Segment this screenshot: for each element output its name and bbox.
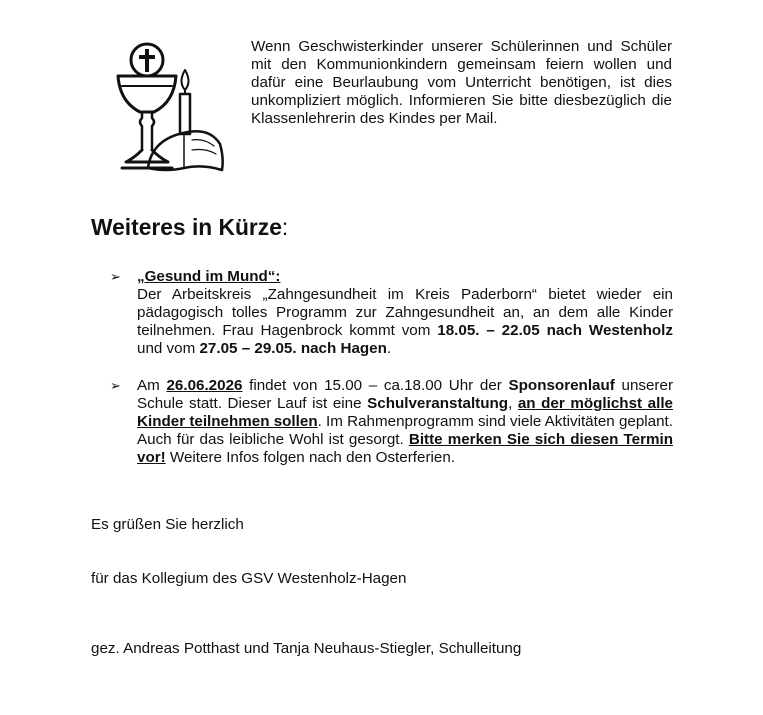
participation-note: an der möglichst alle Kinder teilnehmen sollen (137, 395, 673, 430)
date-range-hagen: 27.05 – 29.05. nach Hagen (199, 340, 387, 357)
closing-signature: gez. Andreas Potthast und Tanja Neuhaus-Stiegler, Schulleitung (91, 640, 522, 657)
section-heading-colon: : (281, 214, 289, 240)
bullet-text: Weitere Infos folgen nach den Osterferien. (165, 449, 455, 466)
bullet-text: und vom (137, 340, 200, 357)
save-the-date-note: Bitte merken Sie sich diesen Termin vor! (137, 431, 673, 466)
arrow-bullet-icon: ➢ (110, 378, 121, 393)
intro-paragraph: Wenn Geschwisterkinder unserer Schülerinnen und Schüler mit den Kommunionkindern gemeinsam feiern wollen und dafür eine Beurlaubung vom Unterricht benötigen, ist dies unkompliziert möglich. Informieren Sie bitte diesbezüglich die Klassenlehrerin des Kindes per Mail. (251, 38, 672, 127)
date-range-westenholz: 18.05. – 22.05 nach Westenholz (437, 322, 673, 339)
news-bullet-list (110, 268, 673, 486)
bullet-sponsorenlauf (110, 377, 673, 467)
section-heading (91, 214, 288, 241)
school-event-label: Schulveranstaltung (367, 395, 509, 412)
bullet-text: . Im Rahmenprogramm sind viele Aktivitäten geplant. Auch für das leibliche Wohl ist gesorgt. (137, 413, 673, 448)
bullet-text: . (386, 340, 392, 357)
bullet-title: „Gesund im Mund“: (137, 268, 281, 285)
bullet-text: findet von 15.00 – ca.18.00 Uhr der (242, 377, 509, 394)
bullet-text: Der Arbeitskreis „Zahngesundheit im Kreis Paderborn“ bietet wieder ein pädagogisch tolles Programm zur Zahngesundheit an, an dem alle Kinder teilnehmen. Frau Hagenbrock kommt vom (137, 286, 673, 339)
closing-on-behalf: für das Kollegium des GSV Westenholz-Hagen (91, 570, 407, 587)
bullet-text: , (508, 395, 518, 412)
section-heading-text: Weiteres in Kürze (91, 214, 282, 240)
event-name: Sponsorenlauf (508, 377, 615, 394)
arrow-bullet-icon: ➢ (110, 269, 121, 284)
bullet-text: unserer Schule statt. Dieser Lauf ist eine (137, 377, 673, 412)
bullet-gesund-im-mund (110, 268, 673, 358)
bullet-text: Am (137, 377, 167, 394)
communion-chalice-candle-icon (112, 40, 230, 178)
event-date: 26.06.2026 (166, 377, 243, 394)
closing-greeting: Es grüßen Sie herzlich (91, 516, 244, 533)
